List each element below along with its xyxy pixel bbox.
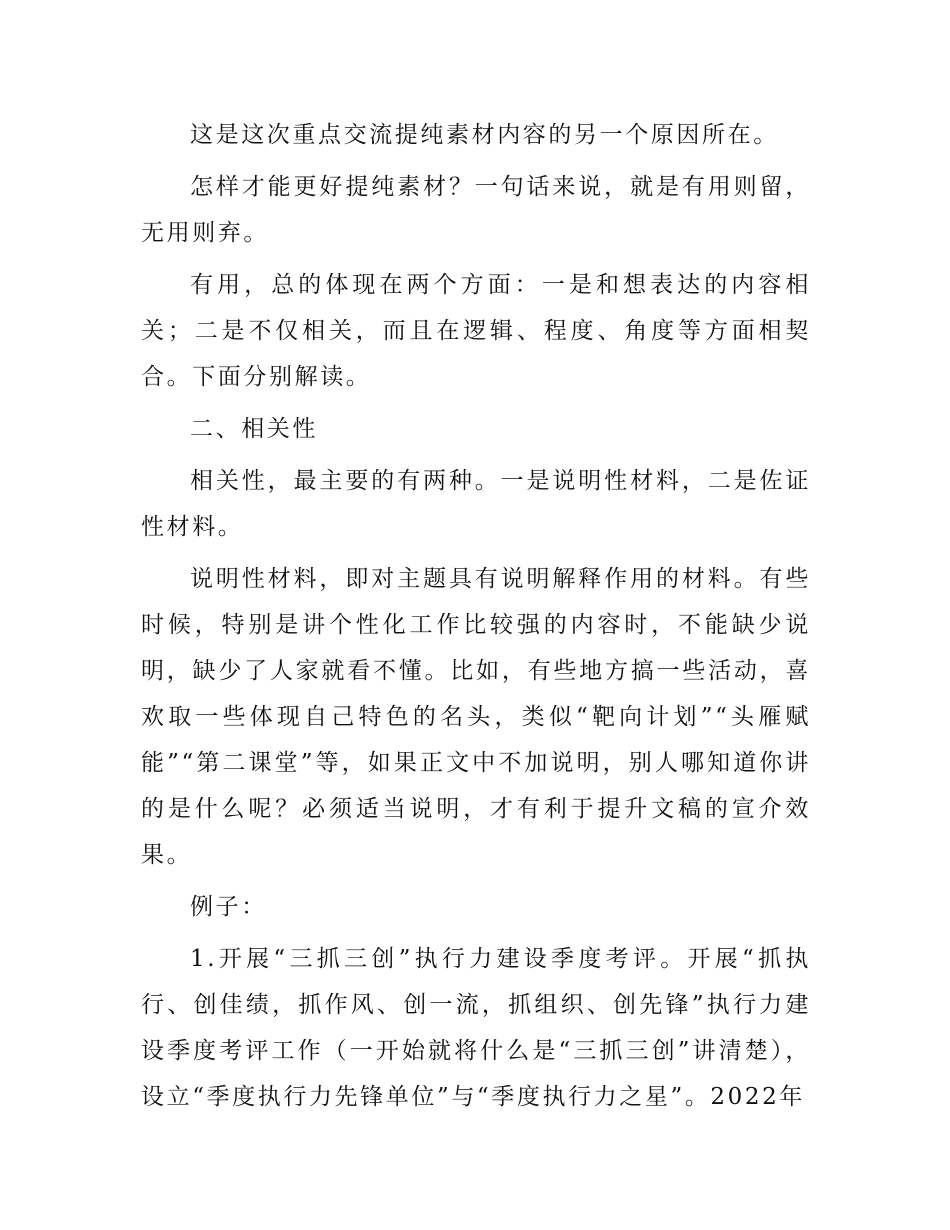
paragraph-how-to-refine: 怎样才能更好提纯素材？一句话来说，就是有用则留，无用则弃。 (141, 174, 811, 246)
paragraph-usefulness: 有用，总的体现在两个方面：一是和想表达的内容相关；二是不仅相关，而且在逻辑、程度、角度等方面相契合。下面分别解读。 (141, 272, 811, 390)
paragraph-reason: 这是这次重点交流提纯素材内容的另一个原因所在。 (190, 122, 779, 148)
section-heading-relevance: 二、相关性 (190, 416, 318, 442)
paragraph-explanatory-material: 说明性材料，即对主题具有说明解释作用的材料。有些时候，特别是讲个性化工作比较强的内容时，不能缺少说明，缺少了人家就看不懂。比如，有些地方搞一些活动，喜欢取一些体现自己特色的名头，类似“靶向计划”“头雁赋能”“第二课堂”等，如果正文中不加说明，别人哪知道你讲的是什么呢？必须适当说明，才有利于提升文稿的宣介效果。 (141, 566, 811, 868)
paragraph-example-label: 例子： (190, 894, 267, 920)
document-body (141, 112, 811, 1126)
paragraph-example-1: 1.开展“三抓三创”执行力建设季度考评。开展“抓执行、创佳绩，抓作风、创一流，抓组织、创先锋”执行力建设季度考评工作（一开始就将什么是“三抓三创”讲清楚），设立“季度执行力先锋单位”与“季度执行力之星”。2022年 (141, 946, 811, 1110)
paragraph-relevance-types: 相关性，最主要的有两种。一是说明性材料，二是佐证性材料。 (141, 468, 811, 540)
